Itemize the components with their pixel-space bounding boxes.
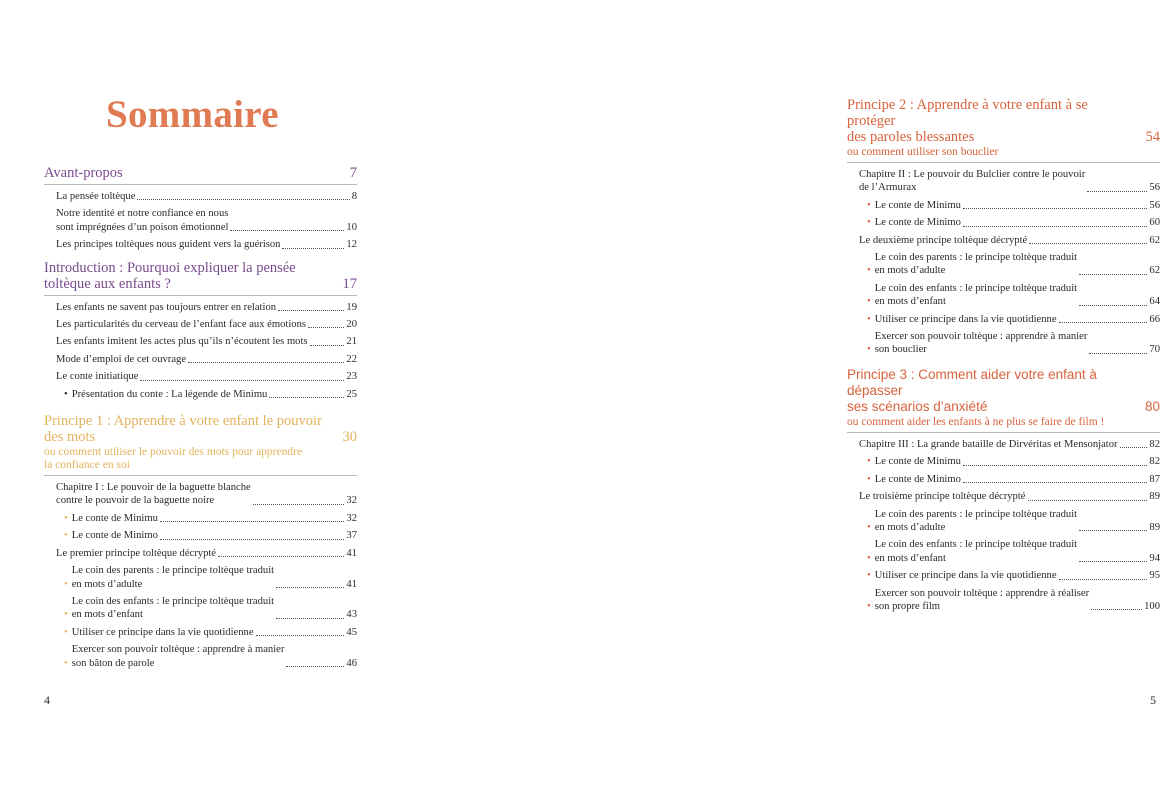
toc-entry-label: Le coin des enfants : le principe toltèque traduit en mots d’enfant (71, 595, 275, 621)
bullet-icon: • (64, 609, 68, 621)
dot-leader (160, 521, 344, 522)
bullet-icon: • (64, 578, 68, 590)
left-page (0, 0, 400, 800)
toc-entry-page: 82 (1149, 456, 1160, 468)
bullet-icon: • (64, 626, 68, 638)
dot-leader (230, 230, 344, 231)
toc-entry-page: 21 (346, 336, 357, 348)
toc-entry-list (847, 438, 1160, 613)
toc-entry-page: 66 (1149, 313, 1160, 325)
toc-entry-label: Le conte de Minimo (874, 473, 961, 485)
toc-entry-label: Le troisième principe toltèque décrypté (859, 491, 1026, 503)
toc-entry-page: 95 (1149, 570, 1160, 582)
toc-entry[interactable] (56, 529, 357, 542)
toc-entry-label: Le conte de Minimu (874, 456, 961, 468)
section-title: Avant-propos (44, 165, 123, 181)
toc-entry-page: 62 (1149, 265, 1160, 277)
toc-entry[interactable] (859, 234, 1160, 247)
bullet-icon: • (867, 313, 871, 325)
section-title: Principe 3 : Comment aider votre enfant à dépasser ses scénarios d’anxiété (847, 366, 1097, 414)
toc-entry[interactable] (859, 199, 1160, 212)
dot-leader (269, 397, 344, 398)
toc-entry-list (44, 301, 357, 401)
bullet-icon: • (867, 473, 871, 485)
section-heading-p2[interactable] (847, 97, 1160, 145)
section-page-number: 7 (349, 165, 357, 181)
toc-entry[interactable] (56, 190, 357, 203)
toc-entry-page: 56 (1149, 182, 1160, 194)
section-title: Principe 1 : Apprendre à votre enfant le pouvoir des mots (44, 413, 322, 446)
section-title: Principe 2 : Apprendre à votre enfant à se protéger des paroles blessantes (847, 97, 1088, 145)
toc-entry-page: 41 (346, 578, 357, 590)
bullet-icon: • (867, 456, 871, 468)
toc-entry[interactable] (56, 353, 357, 366)
toc-entry-page: 45 (346, 626, 357, 638)
toc-entry[interactable] (859, 330, 1160, 357)
toc-entry[interactable] (56, 388, 357, 401)
dot-leader (1089, 353, 1147, 354)
toc-entry-label: Mode d’emploi de cet ouvrage (56, 353, 187, 365)
toc-entry-page: 94 (1149, 552, 1160, 564)
section-divider (847, 162, 1160, 163)
section-subtitle: ou comment utiliser le pouvoir des mots pour apprendre la confiance en soi (44, 446, 303, 472)
toc-entry-label: Présentation du conte : La légende de Minimu (71, 388, 268, 400)
dot-leader (963, 208, 1147, 209)
section-divider (847, 432, 1160, 433)
toc-entry-label: Le coin des parents : le principe toltèque traduit en mots d’adulte (874, 508, 1078, 533)
toc-entry[interactable] (56, 626, 357, 639)
toc-entry-label: Le conte de Minimu (71, 512, 158, 524)
toc-entry-page: 100 (1144, 600, 1160, 612)
bullet-icon: • (867, 199, 871, 211)
dot-leader (1120, 447, 1148, 448)
toc-entry[interactable] (859, 455, 1160, 468)
toc-entry-page: 12 (346, 239, 357, 251)
toc-entry-label: Le conte de Minimo (874, 217, 961, 229)
toc-entry-page: 87 (1149, 473, 1160, 485)
toc-entry-label: Utiliser ce principe dans la vie quotidienne (874, 313, 1057, 325)
toc-entry[interactable] (859, 508, 1160, 535)
toc-entry-page: 32 (346, 495, 357, 507)
toc-entry-label: Les particularités du cerveau de l’enfant face aux émotions (56, 319, 307, 331)
toc-entry[interactable] (859, 313, 1160, 326)
toc-entry[interactable] (56, 335, 357, 348)
dot-leader (278, 310, 344, 311)
dot-leader (140, 380, 344, 381)
toc-entry-page: 41 (346, 547, 357, 559)
toc-entry-label: Exercer son pouvoir toltèque : apprendre à réaliser son propre film (874, 587, 1090, 612)
toc-entry-page: 56 (1149, 199, 1160, 211)
toc-entry-label: Exercer son pouvoir toltèque : apprendre à manier son bouclier (874, 331, 1088, 356)
dot-leader (160, 539, 344, 540)
dot-leader (188, 362, 344, 363)
toc-entry-label: Le conte initiatique (56, 371, 139, 383)
toc-entry[interactable] (859, 216, 1160, 229)
toc-entry-page: 22 (346, 353, 357, 365)
toc-entry-page: 32 (346, 512, 357, 524)
toc-entry[interactable] (859, 473, 1160, 486)
section-heading-intro[interactable] (44, 260, 357, 296)
toc-entry[interactable] (859, 569, 1160, 582)
section-page-number: 80 (1144, 398, 1160, 414)
dot-leader (1059, 579, 1148, 580)
toc-entry[interactable] (56, 481, 357, 508)
dot-leader (1079, 305, 1147, 306)
dot-leader (963, 226, 1147, 227)
bullet-icon: • (64, 530, 68, 542)
dot-leader (310, 345, 345, 346)
toc-entry-label: Les principes toltèques nous guident vers la guérison (56, 239, 281, 251)
toc-entry-label: Utiliser ce principe dans la vie quotidienne (71, 626, 254, 638)
dot-leader (1087, 191, 1147, 192)
page-number-left: 4 (44, 693, 50, 707)
toc-entry[interactable] (56, 643, 357, 670)
toc-entry-page: 20 (346, 319, 357, 331)
toc-entry-label: Le coin des enfants : le principe toltèque traduit en mots d’enfant (874, 539, 1078, 564)
toc-entry[interactable] (56, 370, 357, 383)
toc-entry-list (44, 481, 357, 670)
toc-entry-page: 70 (1149, 344, 1160, 356)
toc-entry-label: Le coin des parents : le principe toltèque traduit en mots d’adulte (874, 252, 1078, 277)
toc-entry-page: 43 (346, 609, 357, 621)
section-page-number: 30 (342, 429, 357, 446)
toc-entry[interactable] (56, 547, 357, 560)
bullet-icon: • (867, 344, 871, 356)
toc-entry[interactable] (56, 207, 357, 234)
toc-entry-label: Chapitre I : Le pouvoir de la baguette blanche contre le pouvoir de la baguette noire (56, 482, 251, 507)
dot-leader (286, 666, 344, 667)
section-page-number: 54 (1145, 129, 1160, 145)
dot-leader (1079, 561, 1147, 562)
bullet-icon: • (867, 296, 871, 308)
toc-entry-label: Chapitre III : La grande bataille de Dirvéritas et Mensonjator (859, 438, 1118, 450)
toc-entry-label: Le coin des parents : le principe toltèque traduit en mots d’adulte (71, 565, 275, 590)
bullet-icon: • (867, 217, 871, 229)
right-page (400, 0, 1160, 800)
section-title: Introduction : Pourquoi expliquer la pensée toltèque aux enfants ? (44, 259, 296, 292)
toc-entry-label: Exercer son pouvoir toltèque : apprendre à manier son bâton de parole (71, 644, 285, 669)
bullet-icon: • (867, 521, 871, 533)
toc-entry-page: 19 (346, 301, 357, 313)
toc-entry-page: 46 (346, 657, 357, 669)
toc-section-p3 (847, 367, 1160, 613)
dot-leader (276, 618, 344, 619)
toc-entry-label: Les enfants ne savent pas toujours entrer en relation (56, 301, 277, 313)
dot-leader (218, 556, 344, 557)
toc-entry[interactable] (859, 251, 1160, 278)
section-heading-p3[interactable] (847, 367, 1160, 415)
bullet-icon: • (867, 600, 871, 612)
toc-entry-page: 25 (346, 388, 357, 400)
toc-entry-label: Chapitre II : Le pouvoir du Bulclier contre le pouvoir de l’Armurax (859, 169, 1086, 194)
toc-entry[interactable] (56, 595, 357, 622)
dot-leader (1028, 500, 1148, 501)
page-title: Sommaire (106, 93, 279, 136)
toc-section-intro (44, 260, 357, 401)
bullet-icon: • (64, 512, 68, 524)
toc-entry[interactable] (56, 301, 357, 314)
toc-section-p1 (44, 413, 357, 670)
dot-leader (963, 465, 1147, 466)
bullet-icon: • (64, 657, 68, 669)
toc-entry-page: 89 (1149, 521, 1160, 533)
bullet-icon: • (867, 265, 871, 277)
toc-entry-page: 23 (346, 371, 357, 383)
section-heading-p1[interactable] (44, 413, 357, 445)
toc-entry[interactable] (56, 512, 357, 525)
toc-entry-page: 8 (351, 191, 357, 202)
dot-leader (1091, 609, 1142, 610)
section-subtitle: ou comment aider les enfants à ne plus se faire de film ! (847, 415, 1105, 428)
dot-leader (1079, 530, 1147, 531)
toc-entry-page: 62 (1149, 234, 1160, 246)
toc-entry-page: 89 (1149, 491, 1160, 503)
toc-entry-page: 82 (1149, 438, 1160, 450)
toc-entry[interactable] (859, 438, 1160, 451)
left-toc-column (44, 165, 357, 678)
toc-entry-label: Le coin des enfants : le principe toltèque traduit en mots d’enfant (874, 282, 1078, 308)
dot-leader (1079, 274, 1147, 275)
dot-leader (256, 635, 345, 636)
toc-entry[interactable] (56, 564, 357, 591)
toc-entry[interactable] (859, 168, 1160, 195)
toc-entry[interactable] (56, 318, 357, 331)
dot-leader (308, 327, 344, 328)
toc-entry-page: 64 (1149, 296, 1160, 308)
toc-entry-label: Le conte de Minimu (874, 199, 961, 211)
toc-entry-page: 37 (346, 530, 357, 542)
toc-entry[interactable] (859, 282, 1160, 309)
toc-entry-list (847, 168, 1160, 357)
toc-entry[interactable] (56, 238, 357, 251)
toc-entry-label: Notre identité et notre confiance en nous sont imprégnées d’un poison émotionnel (56, 208, 229, 233)
page-number-right: 5 (1150, 693, 1156, 707)
right-toc-column (847, 97, 1160, 621)
toc-entry-label: Le conte de Minimo (71, 530, 158, 542)
toc-section-p2 (847, 97, 1160, 357)
toc-entry-label: La pensée toltèque (56, 191, 136, 202)
toc-entry-page: 10 (346, 221, 357, 233)
dot-leader (282, 248, 344, 249)
dot-leader (963, 482, 1147, 483)
bullet-icon: • (867, 570, 871, 582)
section-divider (44, 475, 357, 476)
bullet-icon: • (867, 552, 871, 564)
section-heading-avant[interactable] (44, 165, 357, 185)
section-page-number: 17 (342, 275, 357, 292)
dot-leader (253, 504, 345, 505)
section-subtitle: ou comment utiliser son bouclier (847, 146, 999, 158)
dot-leader (1029, 243, 1147, 244)
dot-leader (137, 199, 349, 200)
toc-entry-label: Le deuxième principe toltèque décrypté (859, 234, 1028, 246)
toc-entry-label: Les enfants imitent les actes plus qu’ils n’écoutent les mots (56, 336, 308, 348)
toc-entry-list (44, 190, 357, 252)
toc-entry-label: Le premier principe toltèque décrypté (56, 547, 217, 559)
toc-entry[interactable] (859, 538, 1160, 565)
toc-entry-label: Utiliser ce principe dans la vie quotidienne (874, 570, 1057, 582)
dot-leader (276, 587, 344, 588)
toc-section-avant (44, 165, 357, 252)
toc-entry-page: 60 (1149, 217, 1160, 229)
toc-entry[interactable] (859, 490, 1160, 503)
dot-leader (1059, 322, 1148, 323)
bullet-icon: • (64, 388, 68, 400)
toc-entry[interactable] (859, 587, 1160, 614)
